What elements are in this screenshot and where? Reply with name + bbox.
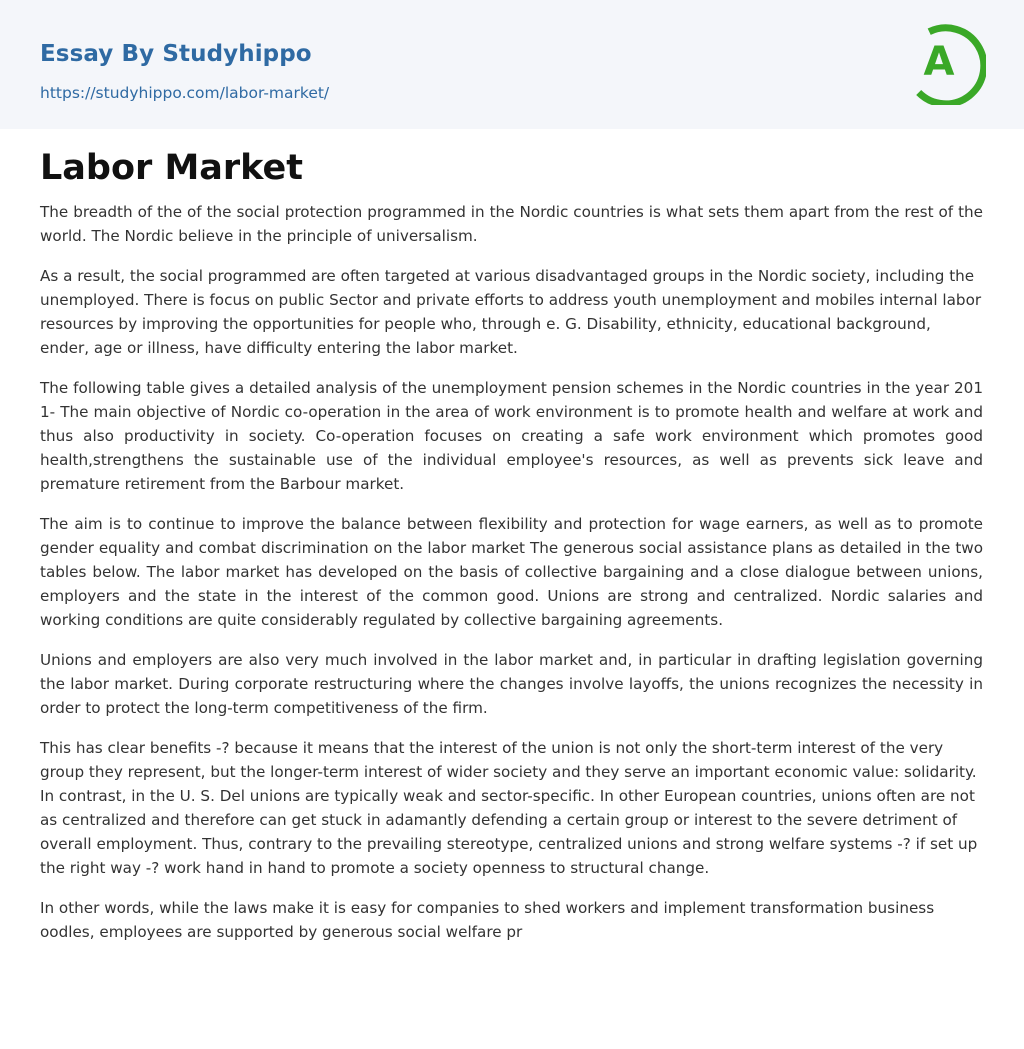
studyhippo-logo-icon[interactable] xyxy=(912,19,986,105)
essay-url-link[interactable]: https://studyhippo.com/labor-market/ xyxy=(40,84,330,102)
article xyxy=(40,144,983,944)
site-header xyxy=(0,0,1024,129)
paragraph-3: The following table gives a detailed analysis of the unemployment pension schemes in the Nordic countries in the year 201 1- The main objective of Nordic co-operation in the area of work environment is to promote health and welfare at work and thus also productivity in society. Co-operation focuses on creating a safe work environment which promotes good health,strengthens the sustainable use of the individual employee's resources, as well as prevents sick leave and premature retirement from the Barbour market. xyxy=(40,379,983,493)
paragraph-2: As a result, the social programmed are often targeted at various disadvantaged groups in the Nordic society, including the unemployed. There is focus on public Sector and private efforts to address youth unemployment and mobiles internal labor resources by improving the opportunities for people who, through e. G. Disability, ethnicity, educational background, ender, age or illness, have difficulty entering the labor market. xyxy=(40,267,982,357)
paragraph-5: Unions and employers are also very much involved in the labor market and, in particular in drafting legislation governing the labor market. During corporate restructuring where the changes involve layoffs, the unions recognizes the necessity in order to protect the long-term competitiveness of the firm. xyxy=(40,651,983,717)
paragraph-1: The breadth of the of the social protection programmed in the Nordic countries is what sets them apart from the rest of the world. The Nordic believe in the principle of universalism. xyxy=(40,203,983,245)
logo-letter: A xyxy=(923,39,955,85)
paragraph-7: In other words, while the laws make it is easy for companies to shed workers and implement transformation business oodles, employees are supported by generous social welfare pr xyxy=(40,899,935,941)
paragraph-6: This has clear benefits -? because it means that the interest of the union is not only the short-term interest of the very group they represent, but the longer-term interest of wider society and they serve an important economic value: solidarity. In contrast, in the U. S. Del unions are typically weak and sector-specific. In other European countries, unions often are not as centralized and therefore can get stuck in adamantly defending a certain group or interest to the severe detriment of overall employment. Thus, contrary to the prevailing stereotype, centralized unions and strong welfare systems -? if set up the right way -? work hand in hand to promote a society openness to structural change. xyxy=(40,739,978,877)
brand-title-link[interactable]: Essay By Studyhippo xyxy=(40,41,312,67)
paragraph-4: The aim is to continue to improve the balance between flexibility and protection for wage earners, as well as to promote gender equality and combat discrimination on the labor market The generous social assistance plans as detailed in the two tables below. The labor market has developed on the basis of collective bargaining and a close dialogue between unions, employers and the state in the interest of the common good. Unions are strong and centralized. Nordic salaries and working conditions are quite considerably regulated by collective bargaining agreements. xyxy=(40,515,983,629)
page-title: Labor Market xyxy=(40,148,303,188)
